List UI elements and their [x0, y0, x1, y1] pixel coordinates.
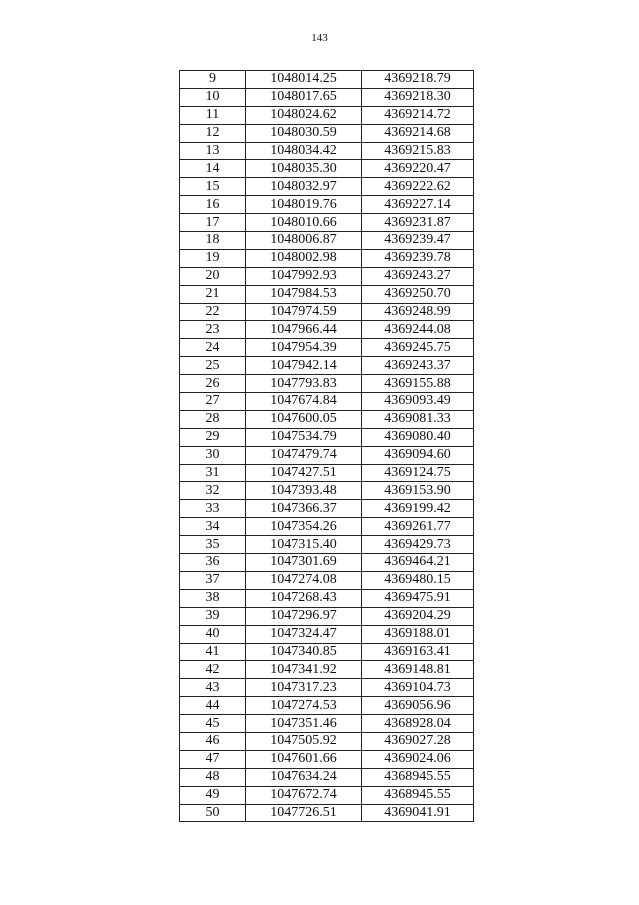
x-coordinate-cell: 1047974.59	[246, 303, 362, 321]
table-row	[180, 232, 474, 250]
y-coordinate-cell: 4369218.30	[362, 88, 474, 106]
point-number-cell: 39	[180, 607, 246, 625]
x-coordinate-cell: 1047674.84	[246, 393, 362, 411]
y-coordinate-cell: 4369188.01	[362, 625, 474, 643]
x-coordinate-cell: 1048032.97	[246, 178, 362, 196]
y-coordinate-cell: 4369056.96	[362, 697, 474, 715]
table-row	[180, 339, 474, 357]
point-number-cell: 16	[180, 196, 246, 214]
table-row	[180, 160, 474, 178]
table-row	[180, 768, 474, 786]
table-row	[180, 518, 474, 536]
x-coordinate-cell: 1047600.05	[246, 410, 362, 428]
point-number-cell: 47	[180, 750, 246, 768]
table-row	[180, 88, 474, 106]
y-coordinate-cell: 4369204.29	[362, 607, 474, 625]
x-coordinate-cell: 1047966.44	[246, 321, 362, 339]
table-row	[180, 106, 474, 124]
point-number-cell: 33	[180, 500, 246, 518]
point-number-cell: 46	[180, 732, 246, 750]
point-number-cell: 31	[180, 464, 246, 482]
table-row	[180, 750, 474, 768]
point-number-cell: 24	[180, 339, 246, 357]
x-coordinate-cell: 1047672.74	[246, 786, 362, 804]
x-coordinate-cell: 1047601.66	[246, 750, 362, 768]
table-row	[180, 607, 474, 625]
y-coordinate-cell: 4369163.41	[362, 643, 474, 661]
y-coordinate-cell: 4369080.40	[362, 428, 474, 446]
point-number-cell: 10	[180, 88, 246, 106]
table-row	[180, 804, 474, 822]
y-coordinate-cell: 4369124.75	[362, 464, 474, 482]
x-coordinate-cell: 1047274.08	[246, 571, 362, 589]
x-coordinate-cell: 1047301.69	[246, 554, 362, 572]
table-row	[180, 661, 474, 679]
table-row	[180, 410, 474, 428]
point-number-cell: 38	[180, 589, 246, 607]
x-coordinate-cell: 1048010.66	[246, 214, 362, 232]
table-row	[180, 679, 474, 697]
y-coordinate-cell: 4368928.04	[362, 715, 474, 733]
point-number-cell: 36	[180, 554, 246, 572]
table-row	[180, 464, 474, 482]
table-row	[180, 446, 474, 464]
x-coordinate-cell: 1047274.53	[246, 697, 362, 715]
point-number-cell: 30	[180, 446, 246, 464]
table-row	[180, 554, 474, 572]
y-coordinate-cell: 4369227.14	[362, 196, 474, 214]
x-coordinate-cell: 1047296.97	[246, 607, 362, 625]
y-coordinate-cell: 4369222.62	[362, 178, 474, 196]
point-number-cell: 26	[180, 375, 246, 393]
y-coordinate-cell: 4369027.28	[362, 732, 474, 750]
table-row	[180, 786, 474, 804]
y-coordinate-cell: 4369024.06	[362, 750, 474, 768]
y-coordinate-cell: 4369218.79	[362, 71, 474, 89]
x-coordinate-cell: 1047340.85	[246, 643, 362, 661]
table-row	[180, 500, 474, 518]
x-coordinate-cell: 1047393.48	[246, 482, 362, 500]
y-coordinate-cell: 4369094.60	[362, 446, 474, 464]
y-coordinate-cell: 4369243.27	[362, 267, 474, 285]
y-coordinate-cell: 4369250.70	[362, 285, 474, 303]
y-coordinate-cell: 4369104.73	[362, 679, 474, 697]
table-row	[180, 303, 474, 321]
y-coordinate-cell: 4369239.78	[362, 249, 474, 267]
x-coordinate-cell: 1048030.59	[246, 124, 362, 142]
x-coordinate-cell: 1047366.37	[246, 500, 362, 518]
y-coordinate-cell: 4369214.72	[362, 106, 474, 124]
x-coordinate-cell: 1047268.43	[246, 589, 362, 607]
y-coordinate-cell: 4369199.42	[362, 500, 474, 518]
point-number-cell: 29	[180, 428, 246, 446]
y-coordinate-cell: 4369155.88	[362, 375, 474, 393]
point-number-cell: 12	[180, 124, 246, 142]
table-row	[180, 536, 474, 554]
table-row	[180, 393, 474, 411]
table-row	[180, 196, 474, 214]
x-coordinate-cell: 1047505.92	[246, 732, 362, 750]
x-coordinate-cell: 1048024.62	[246, 106, 362, 124]
table-row	[180, 643, 474, 661]
y-coordinate-cell: 4369244.08	[362, 321, 474, 339]
point-number-cell: 14	[180, 160, 246, 178]
point-number-cell: 21	[180, 285, 246, 303]
x-coordinate-cell: 1047317.23	[246, 679, 362, 697]
point-number-cell: 22	[180, 303, 246, 321]
x-coordinate-cell: 1047354.26	[246, 518, 362, 536]
point-number-cell: 44	[180, 697, 246, 715]
y-coordinate-cell: 4369093.49	[362, 393, 474, 411]
table-row	[180, 178, 474, 196]
point-number-cell: 49	[180, 786, 246, 804]
point-number-cell: 45	[180, 715, 246, 733]
point-number-cell: 34	[180, 518, 246, 536]
table-row	[180, 589, 474, 607]
table-row	[180, 214, 474, 232]
table-row	[180, 482, 474, 500]
x-coordinate-cell: 1048034.42	[246, 142, 362, 160]
x-coordinate-cell: 1048019.76	[246, 196, 362, 214]
table-row	[180, 715, 474, 733]
x-coordinate-cell: 1047942.14	[246, 357, 362, 375]
y-coordinate-cell: 4369081.33	[362, 410, 474, 428]
table-row	[180, 357, 474, 375]
point-number-cell: 41	[180, 643, 246, 661]
x-coordinate-cell: 1047341.92	[246, 661, 362, 679]
point-number-cell: 43	[180, 679, 246, 697]
table-row	[180, 321, 474, 339]
y-coordinate-cell: 4368945.55	[362, 768, 474, 786]
x-coordinate-cell: 1047726.51	[246, 804, 362, 822]
point-number-cell: 9	[180, 71, 246, 89]
point-number-cell: 48	[180, 768, 246, 786]
point-number-cell: 11	[180, 106, 246, 124]
point-number-cell: 50	[180, 804, 246, 822]
y-coordinate-cell: 4369239.47	[362, 232, 474, 250]
table-row	[180, 697, 474, 715]
x-coordinate-cell: 1048002.98	[246, 249, 362, 267]
y-coordinate-cell: 4369153.90	[362, 482, 474, 500]
coordinates-table	[179, 70, 474, 822]
point-number-cell: 19	[180, 249, 246, 267]
x-coordinate-cell: 1048014.25	[246, 71, 362, 89]
point-number-cell: 37	[180, 571, 246, 589]
x-coordinate-cell: 1047479.74	[246, 446, 362, 464]
y-coordinate-cell: 4369231.87	[362, 214, 474, 232]
table-row	[180, 732, 474, 750]
page-number: 143	[311, 32, 328, 44]
y-coordinate-cell: 4369220.47	[362, 160, 474, 178]
point-number-cell: 13	[180, 142, 246, 160]
table-row	[180, 71, 474, 89]
y-coordinate-cell: 4369243.37	[362, 357, 474, 375]
x-coordinate-cell: 1047324.47	[246, 625, 362, 643]
table-row	[180, 124, 474, 142]
point-number-cell: 18	[180, 232, 246, 250]
y-coordinate-cell: 4368945.55	[362, 786, 474, 804]
y-coordinate-cell: 4369475.91	[362, 589, 474, 607]
x-coordinate-cell: 1047427.51	[246, 464, 362, 482]
x-coordinate-cell: 1047534.79	[246, 428, 362, 446]
x-coordinate-cell: 1048006.87	[246, 232, 362, 250]
y-coordinate-cell: 4369041.91	[362, 804, 474, 822]
point-number-cell: 20	[180, 267, 246, 285]
x-coordinate-cell: 1047351.46	[246, 715, 362, 733]
point-number-cell: 35	[180, 536, 246, 554]
table-row	[180, 249, 474, 267]
y-coordinate-cell: 4369261.77	[362, 518, 474, 536]
y-coordinate-cell: 4369464.21	[362, 554, 474, 572]
point-number-cell: 42	[180, 661, 246, 679]
table-row	[180, 285, 474, 303]
table-row	[180, 571, 474, 589]
x-coordinate-cell: 1047954.39	[246, 339, 362, 357]
y-coordinate-cell: 4369429.73	[362, 536, 474, 554]
y-coordinate-cell: 4369245.75	[362, 339, 474, 357]
y-coordinate-cell: 4369248.99	[362, 303, 474, 321]
table-row	[180, 375, 474, 393]
point-number-cell: 15	[180, 178, 246, 196]
point-number-cell: 27	[180, 393, 246, 411]
table-row	[180, 142, 474, 160]
point-number-cell: 17	[180, 214, 246, 232]
table-row	[180, 428, 474, 446]
table-row	[180, 625, 474, 643]
y-coordinate-cell: 4369214.68	[362, 124, 474, 142]
y-coordinate-cell: 4369215.83	[362, 142, 474, 160]
point-number-cell: 25	[180, 357, 246, 375]
point-number-cell: 23	[180, 321, 246, 339]
x-coordinate-cell: 1047992.93	[246, 267, 362, 285]
x-coordinate-cell: 1047315.40	[246, 536, 362, 554]
y-coordinate-cell: 4369148.81	[362, 661, 474, 679]
x-coordinate-cell: 1048035.30	[246, 160, 362, 178]
x-coordinate-cell: 1048017.65	[246, 88, 362, 106]
point-number-cell: 40	[180, 625, 246, 643]
point-number-cell: 28	[180, 410, 246, 428]
x-coordinate-cell: 1047634.24	[246, 768, 362, 786]
coordinates-table-body	[180, 71, 474, 822]
x-coordinate-cell: 1047984.53	[246, 285, 362, 303]
table-row	[180, 267, 474, 285]
y-coordinate-cell: 4369480.15	[362, 571, 474, 589]
x-coordinate-cell: 1047793.83	[246, 375, 362, 393]
point-number-cell: 32	[180, 482, 246, 500]
